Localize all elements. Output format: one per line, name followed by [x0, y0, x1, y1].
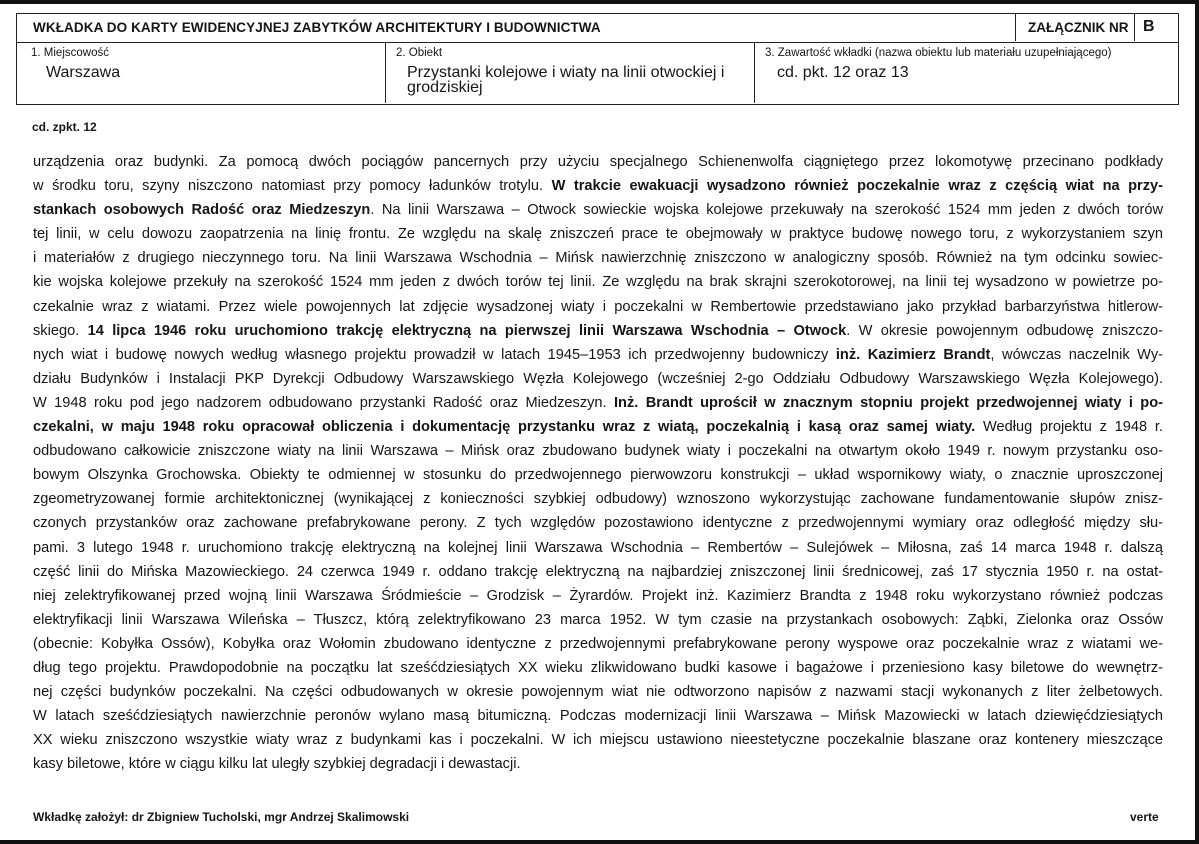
- body-text-run: tej linii, w celu dowozu zaopatrzenia na linię frontu. Ze względu na skalę zniszczeń prace te obejmowały w praktyce budowę nowego toru, z wykorzystaniem szyn: [33, 226, 1163, 243]
- body-text-run: kasy biletowe, które w ciągu kilku lat uległy szybkiej degradacji i dewastacji.: [33, 756, 521, 773]
- body-line: [33, 728, 1163, 752]
- annex-divider: [1134, 14, 1135, 41]
- body-bold-text: 14 lipca 1946 roku uruchomiono trakcję elektryczną na pierwszej linii Warszawa Wschodnia – Otwock: [87, 322, 847, 339]
- body-line: [33, 295, 1163, 319]
- body-text-run: . Na linii Warszawa – Otwock sowieckie wojska kolejowe przekuwały na szerokość 1524 mm jeden z dwóch torów: [370, 202, 1163, 219]
- body-bold-text: Inż. Brandt uprościł w znacznym stopniu projekt przedwojennej wiaty i po-: [613, 394, 1163, 411]
- body-text-run: i materiałów z drugiego nieczynnego toru. Na linii Warszawa Wschodnia – Mińsk nawierzchnię zniszczono w analogiczny sposób. Również na tym odcinku sowiec-: [33, 250, 1163, 267]
- body-text-run: odbudowano całkowicie zniszczone wiaty na linii Warszawa – Mińsk oraz zbudowano budynek wiaty i poczekalni na otwartym około 1949 r. nowym przystanku oso-: [33, 443, 1163, 460]
- body-text-run: pami. 3 lutego 1948 r. uruchomiono trakcję elektryczną na kolejnej linii Warszawa Wschodnia – Rembertów – Sulejówek – Miłosna, zaś 14 marca 1948 r. dalszą: [33, 539, 1163, 556]
- body-text-run: elektryfikacji linii Warszawa Wileńska – Tłuszcz, którą zelektryfikowano 23 marca 1952. W tym czasie na przystankach osobowych: Ząbki, Zielonka oraz Ossów: [33, 611, 1163, 628]
- body-text-run: czonych przystanków oraz zachowane prefabrykowane perony. Z tych względów pozostawiono identyczne z przedwojennymi wymiary oraz odległość między słu-: [33, 515, 1163, 532]
- body-text-run: W 1948 roku pod jego nadzorem odbudowano przystanki Radość oraz Miedzeszyn.: [33, 394, 614, 411]
- body-line: [33, 584, 1163, 608]
- body-text-run: nych wiat i budowę nowych według własnego projektu prowadził w latach 1945–1953 ich przedwojenny budowniczy: [33, 346, 836, 363]
- body-line: [33, 391, 1163, 415]
- body-text-run: W latach sześćdziesiątych nawierzchnie peronów wylano masą bitumiczną. Podczas modernizacji linii Warszawa – Mińsk Mazowiecki w latach dziewięćdziesiątych: [33, 708, 1163, 725]
- body-line: [33, 270, 1163, 294]
- field-locality-value: Warszawa: [46, 64, 121, 81]
- body-bold-text: inż. Kazimierz Brandt: [835, 346, 991, 363]
- body-text-run: . W okresie powojennym odbudowę zniszczo-: [846, 322, 1163, 339]
- body-line: [33, 319, 1163, 343]
- card-header: [16, 13, 1179, 43]
- body-text-run: część linii do Mińska Mazowieckiego. 24 czerwca 1949 r. oddano trakcję elektryczną na najbardziej zniszczonej linii średnicowej, zaś 17 stycznia 1950 r. na ostat-: [33, 563, 1163, 580]
- body-line: [33, 246, 1163, 270]
- body-text-run: , wówczas naczelnik Wy-: [990, 346, 1163, 363]
- body-bold-text: W trakcie ewakuacji wysadzono również poczekalnie wraz z częścią wiat na przy-: [551, 178, 1163, 195]
- body-text-run: (obecnie: Kobyłka Ossów), Kobyłka oraz Wołomin zbudowano identyczne z przedwojennymi prefabrykowane perony wyspowe oraz poczekalnie wraz z wiatami we-: [33, 635, 1163, 652]
- body-text-run: zgeometryzowanej formie architektonicznej (wynikającej z konieczności szybkiej odbudowy) wznoszono wykorzystując zachowane fundamentowanie słupów znisz-: [33, 491, 1163, 508]
- body-line: [33, 511, 1163, 535]
- field-object-label: 2. Obiekt: [396, 47, 443, 59]
- body-line: [33, 415, 1163, 439]
- body-text-run: niej zelektryfikowanej przed wojną linii Warszawa Śródmieście – Grodzisk – Żyrardów. Projekt inż. Kazimierz Brandta z 1948 roku wykorzystano również podczas: [33, 587, 1163, 604]
- body-line: [33, 174, 1163, 198]
- body-bold-text: czekalni, w maju 1948 roku opracował obliczenia i dokumentację przystanku wraz z wiatą, poczekalnią i kasą oraz samej wiaty.: [33, 419, 976, 436]
- header-divider: [1015, 14, 1016, 41]
- field-contents: [754, 43, 1178, 103]
- footer-verte: verte: [1130, 810, 1159, 824]
- body-text: [33, 150, 1163, 776]
- body-line: [33, 343, 1163, 367]
- card-title: WKŁADKA DO KARTY EWIDENCYJNEJ ZABYTKÓW ARCHITEKTURY I BUDOWNICTWA: [33, 20, 601, 35]
- field-contents-label: 3. Zawartość wkładki (nazwa obiektu lub materiału uzupełniającego): [765, 47, 1112, 59]
- body-line: [33, 608, 1163, 632]
- field-locality: [17, 43, 385, 103]
- body-text-run: skiego.: [33, 322, 88, 339]
- body-line: [33, 752, 1163, 776]
- body-line: [33, 632, 1163, 656]
- body-text-run: czekalnie wraz z wiatami. Przez wiele powojennych lat zdjęcie wysadzonej wiaty i poczekalni w Rembertowie przedstawiano jako przykład barbarzyństwa hitlerow-: [33, 298, 1163, 315]
- footer-authors: Wkładkę założył: dr Zbigniew Tucholski, mgr Andrzej Skalimowski: [33, 810, 410, 824]
- section-reference: cd. zpkt. 12: [32, 120, 97, 134]
- body-line: [33, 704, 1163, 728]
- body-line: [33, 487, 1163, 511]
- annex-number: B: [1143, 18, 1155, 35]
- body-text-run: XX wieku zniszczono wszystkie wiaty wraz z budynkami kas i poczekalni. W ich miejscu ustawiono nieestetyczne poczekalnie blaszane oraz kontenery mieszczące: [33, 732, 1163, 749]
- body-line: [33, 367, 1163, 391]
- field-contents-value: cd. pkt. 12 oraz 13: [777, 64, 909, 81]
- body-text-run: dług tego projektu. Prawdopodobnie na początku lat sześćdziesiątych XX wieku zlikwidowano budki kasowe i bagażowe i przeniesiono kasy biletowe do wewnętrz-: [33, 659, 1163, 676]
- body-text-run: Według projektu z 1948 r.: [975, 419, 1163, 436]
- body-line: [33, 150, 1163, 174]
- body-text-run: w środku toru, szyny niszczono natomiast przy pomocy ładunków trotylu.: [33, 178, 552, 195]
- body-line: [33, 656, 1163, 680]
- body-text-run: urządzenia oraz budynki. Za pomocą dwóch pociągów pancernych przy użyciu specjalnego Schienenwolfa ciągniętego przez lokomotywę przecinano podkłady: [33, 154, 1163, 170]
- body-line: [33, 463, 1163, 487]
- field-locality-label: 1. Miejscowość: [31, 47, 109, 59]
- body-line: [33, 560, 1163, 584]
- card-fields: [16, 43, 1179, 105]
- body-line: [33, 536, 1163, 560]
- body-text-run: nej części budynków poczekalni. Na części odbudowanych w okresie powojennym wiat nie odtworzono napisów z nazwami stacji wykonanych z liter żelbetowych.: [33, 684, 1163, 701]
- annex-label: ZAŁĄCZNIK NR: [1028, 20, 1129, 35]
- body-line: [33, 198, 1163, 222]
- body-line: [33, 439, 1163, 463]
- body-text-run: kie wojska kolejowe przekuły na szerokość 1524 mm jeden z dwóch torów tej linii. Ze względu na brak skrajni szerokotorowej, na linii tej wysadzono w powietrze po-: [33, 274, 1163, 291]
- field-object-value: Przystanki kolejowe i wiaty na linii otwockiej i grodziskiej: [407, 64, 725, 96]
- body-line: [33, 680, 1163, 704]
- body-text-run: działu Budynków i Instalacji PKP Dyrekcji Odbudowy Warszawskiego Węzła Kolejowego (wcześniej 2-go Oddziału Odbudowy Warszawskiego Węzła Kolejowego).: [33, 370, 1163, 387]
- body-bold-text: stankach osobowych Radość oraz Miedzeszyn: [33, 202, 371, 219]
- body-line: [33, 222, 1163, 246]
- body-text-run: bowym Olszynka Grochowska. Obiekty te odmiennej w stosunku do przedwojennego pierwowzoru konstrukcji – układ wspornikowy wiaty, o znacznie uproszczonej: [33, 467, 1163, 484]
- field-object: [385, 43, 754, 103]
